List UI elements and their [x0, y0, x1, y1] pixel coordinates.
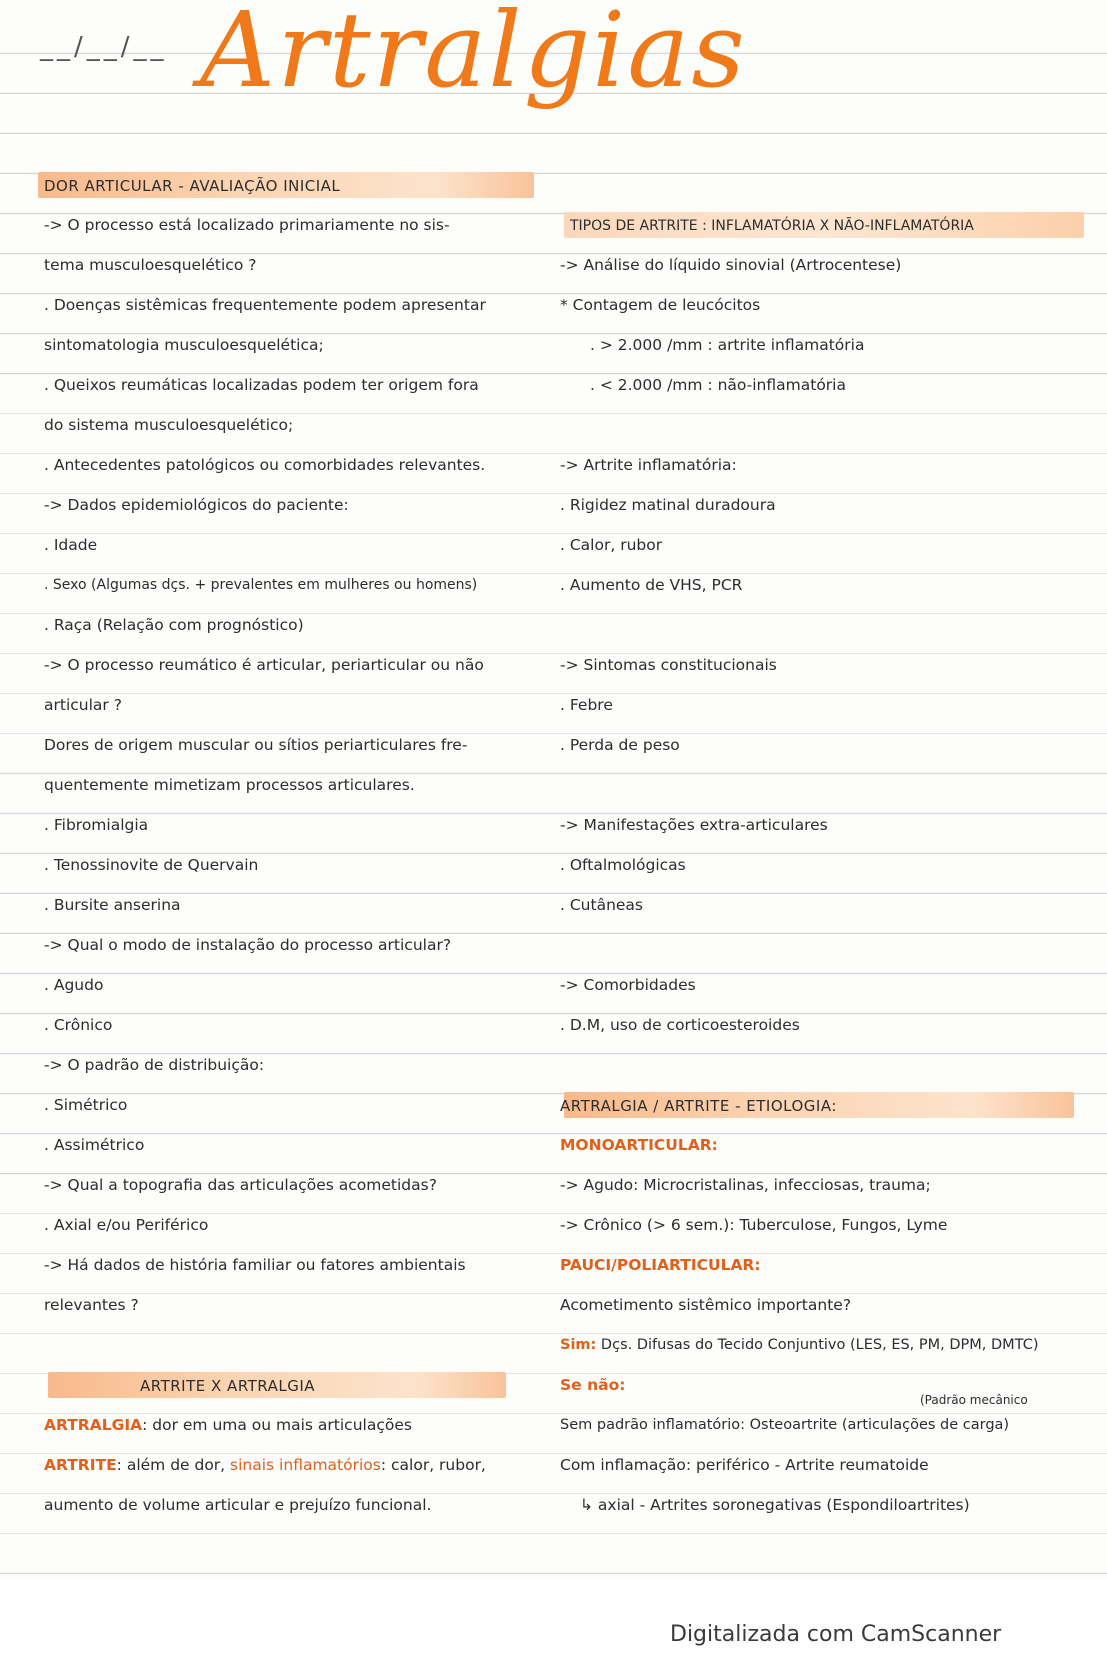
definition-text: : calor, rubor, [380, 1456, 486, 1474]
note-line: -> Comorbidades [560, 976, 696, 994]
note-line: . > 2.000 /mm : artrite inflamatória [590, 336, 865, 354]
highlight-text: sinais inflamatórios [230, 1456, 381, 1474]
note-line: . D.M, uso de corticoesteroides [560, 1016, 800, 1034]
note-line: sintomatologia musculoesquelética; [44, 336, 324, 354]
note-line: -> Manifestações extra-articulares [560, 816, 828, 834]
note-line: . Axial e/ou Periférico [44, 1216, 209, 1234]
section-title-artrite-artralgia: ARTRITE X ARTRALGIA [140, 1377, 316, 1395]
note-line: -> Dados epidemiológicos do paciente: [44, 496, 349, 514]
date-field: __/__/__ [40, 32, 168, 62]
note-line: -> O processo reumático é articular, periarticular ou não [44, 656, 484, 674]
term-artralgia: ARTRALGIA [44, 1416, 143, 1434]
note-line: quentemente mimetizam processos articulares. [44, 776, 415, 794]
note-line: . Doenças sistêmicas frequentemente podem apresentar [44, 296, 486, 314]
note-annotation: (Padrão mecânico [920, 1393, 1028, 1407]
note-line: * Contagem de leucócitos [560, 296, 761, 314]
scanner-watermark: Digitalizada com CamScanner [670, 1622, 1002, 1647]
note-line: ↳ axial - Artrites soronegativas (Espondiloartrites) [580, 1496, 970, 1514]
note-line: . Aumento de VHS, PCR [560, 576, 743, 594]
note-line: . Antecedentes patológicos ou comorbidades relevantes. [44, 456, 486, 474]
note-line: . Idade [44, 536, 98, 554]
section-title-tipos-artrite: TIPOS DE ARTRITE : INFLAMATÓRIA X NÃO-INFLAMATÓRIA [570, 218, 974, 234]
note-line: . Crônico [44, 1016, 113, 1034]
note-line: -> Análise do líquido sinovial (Artrocentese) [560, 256, 902, 274]
note-line: . Perda de peso [560, 736, 680, 754]
note-line: -> Artrite inflamatória: [560, 456, 737, 474]
term-artrite: ARTRITE [44, 1456, 117, 1474]
subsection-monoarticular: MONOARTICULAR: [560, 1136, 718, 1154]
note-line: . Calor, rubor [560, 536, 663, 554]
note-line: Acometimento sistêmico importante? [560, 1296, 852, 1314]
note-line: -> Qual o modo de instalação do processo articular? [44, 936, 452, 954]
note-line-sim [560, 1335, 1038, 1355]
note-text: Dçs. Difusas do Tecido Conjuntivo (LES, ES, PM, DPM, DMTC) [596, 1337, 1039, 1353]
section-title-dor-articular: DOR ARTICULAR - AVALIAÇÃO INICIAL [44, 177, 341, 195]
note-line: . Febre [560, 696, 613, 714]
definition-artralgia [44, 1415, 412, 1435]
note-line: . Rigidez matinal duradoura [560, 496, 776, 514]
note-line: -> Há dados de história familiar ou fatores ambientais [44, 1256, 466, 1274]
page-title: Artralgias [200, 0, 747, 111]
note-line: -> O padrão de distribuição: [44, 1056, 265, 1074]
section-title-etiologia: ARTRALGIA / ARTRITE - ETIOLOGIA: [560, 1097, 837, 1115]
note-line: articular ? [44, 696, 122, 714]
note-line: do sistema musculoesquelético; [44, 416, 294, 434]
note-line: . Oftalmológicas [560, 856, 686, 874]
subsection-pauci-poliarticular: PAUCI/POLIARTICULAR: [560, 1256, 761, 1274]
note-line: -> Qual a topografia das articulações acometidas? [44, 1176, 437, 1194]
note-line: . Tenossinovite de Quervain [44, 856, 259, 874]
note-line: . Agudo [44, 976, 104, 994]
definition-text: : além de dor, [116, 1456, 231, 1474]
note-line: . Raça (Relação com prognóstico) [44, 616, 304, 634]
label-se-nao: Se não: [560, 1376, 626, 1394]
note-line: . Sexo (Algumas dçs. + prevalentes em mulheres ou homens) [44, 577, 478, 593]
note-line: . Fibromialgia [44, 816, 149, 834]
note-line: tema musculoesquelético ? [44, 256, 257, 274]
note-line: Com inflamação: periférico - Artrite reumatoide [560, 1456, 929, 1474]
note-line: -> O processo está localizado primariamente no sis- [44, 216, 450, 234]
note-line: . Queixos reumáticas localizadas podem ter origem fora [44, 376, 479, 394]
definition-artrite-line2: aumento de volume articular e prejuízo funcional. [44, 1496, 432, 1514]
note-line: -> Crônico (> 6 sem.): Tuberculose, Fungos, Lyme [560, 1216, 948, 1234]
note-line: . Assimétrico [44, 1136, 145, 1154]
note-line: . < 2.000 /mm : não-inflamatória [590, 376, 846, 394]
note-line: Sem padrão inflamatório: Osteoartrite (articulações de carga) [560, 1417, 1010, 1433]
note-line: -> Sintomas constitucionais [560, 656, 777, 674]
note-line: -> Agudo: Microcristalinas, infecciosas, trauma; [560, 1176, 931, 1194]
note-line: relevantes ? [44, 1296, 139, 1314]
note-line: Dores de origem muscular ou sítios periarticulares fre- [44, 736, 468, 754]
note-line: . Bursite anserina [44, 896, 181, 914]
definition-artrite [44, 1455, 486, 1475]
note-line: . Simétrico [44, 1096, 128, 1114]
definition-text: : dor em uma ou mais articulações [142, 1416, 412, 1434]
label-sim: Sim: [560, 1337, 597, 1353]
note-line: . Cutâneas [560, 896, 644, 914]
